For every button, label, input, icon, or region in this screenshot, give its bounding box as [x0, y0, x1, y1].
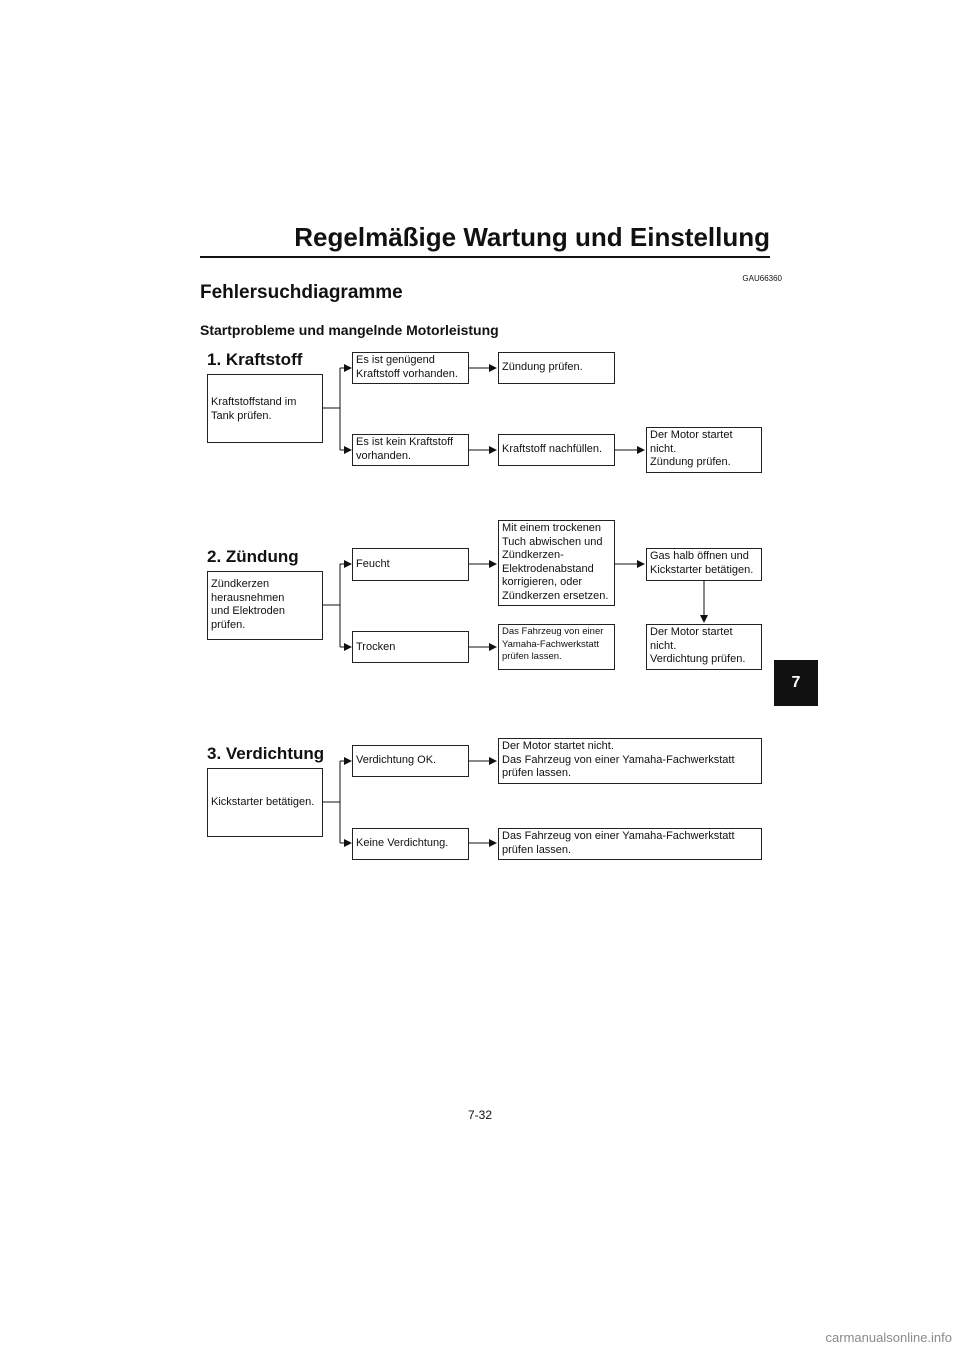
- box-kraftstoff-kein: Es ist kein Kraftstoff vorhanden.: [352, 434, 469, 466]
- group-title-kraftstoff: 1. Kraftstoff: [207, 350, 303, 369]
- box-kraftstoff-nachfuellen: Kraftstoff nachfüllen.: [498, 434, 615, 466]
- box-verdichtung-start: Kickstarter betätigen.: [207, 768, 323, 837]
- box-zuendung-gas-oeffnen: Gas halb öffnen und Kickstarter betätigen.: [646, 548, 762, 581]
- section-subtitle: Startprobleme und mangelnde Motorleistung: [200, 322, 499, 338]
- box-kraftstoff-genuegend: Es ist genügend Kraftstoff vorhanden.: [352, 352, 469, 384]
- box-zuendung-start: Zündkerzen herausnehmen und Elektroden prüfen.: [207, 571, 323, 640]
- chapter-tab: 7: [774, 660, 818, 706]
- page-number: 7-32: [467, 1108, 493, 1122]
- box-kraftstoff-final: Der Motor startet nicht. Zündung prüfen.: [646, 427, 762, 473]
- section-title: Fehlersuchdiagramme: [200, 282, 403, 303]
- box-keine-verdichtung-result: Das Fahrzeug von einer Yamaha-Fachwerkstatt prüfen lassen.: [498, 828, 762, 860]
- box-zuendung-trocken: Trocken: [352, 631, 469, 663]
- box-verdichtung-ok-result: Der Motor startet nicht. Das Fahrzeug von einer Yamaha-Fachwerkstatt prüfen lassen.: [498, 738, 762, 784]
- box-kraftstoff-start: Kraftstoffstand im Tank prüfen.: [207, 374, 323, 443]
- box-zuendung-abwischen: Mit einem trockenen Tuch abwischen und Zündkerzen- Elektrodenabstand korrigieren, oder Zündkerzen ersetzen.: [498, 520, 615, 606]
- box-keine-verdichtung: Keine Verdichtung.: [352, 828, 469, 860]
- box-verdichtung-ok: Verdichtung OK.: [352, 745, 469, 777]
- page-header-title: Regelmäßige Wartung und Einstellung: [294, 222, 770, 252]
- watermark: carmanualsonline.info: [825, 1330, 952, 1345]
- group-title-verdichtung: 3. Verdichtung: [207, 744, 325, 763]
- box-zuendung-final: Der Motor startet nicht. Verdichtung prüfen.: [646, 624, 762, 670]
- group-title-zuendung: 2. Zündung: [207, 547, 299, 566]
- box-zuendung-feucht: Feucht: [352, 548, 469, 581]
- box-zuendung-werkstatt: Das Fahrzeug von einer Yamaha-Fachwerkstatt prüfen lassen.: [498, 624, 615, 670]
- doc-code: GAU66360: [742, 274, 782, 283]
- box-kraftstoff-zuendung-pruefen: Zündung prüfen.: [498, 352, 615, 384]
